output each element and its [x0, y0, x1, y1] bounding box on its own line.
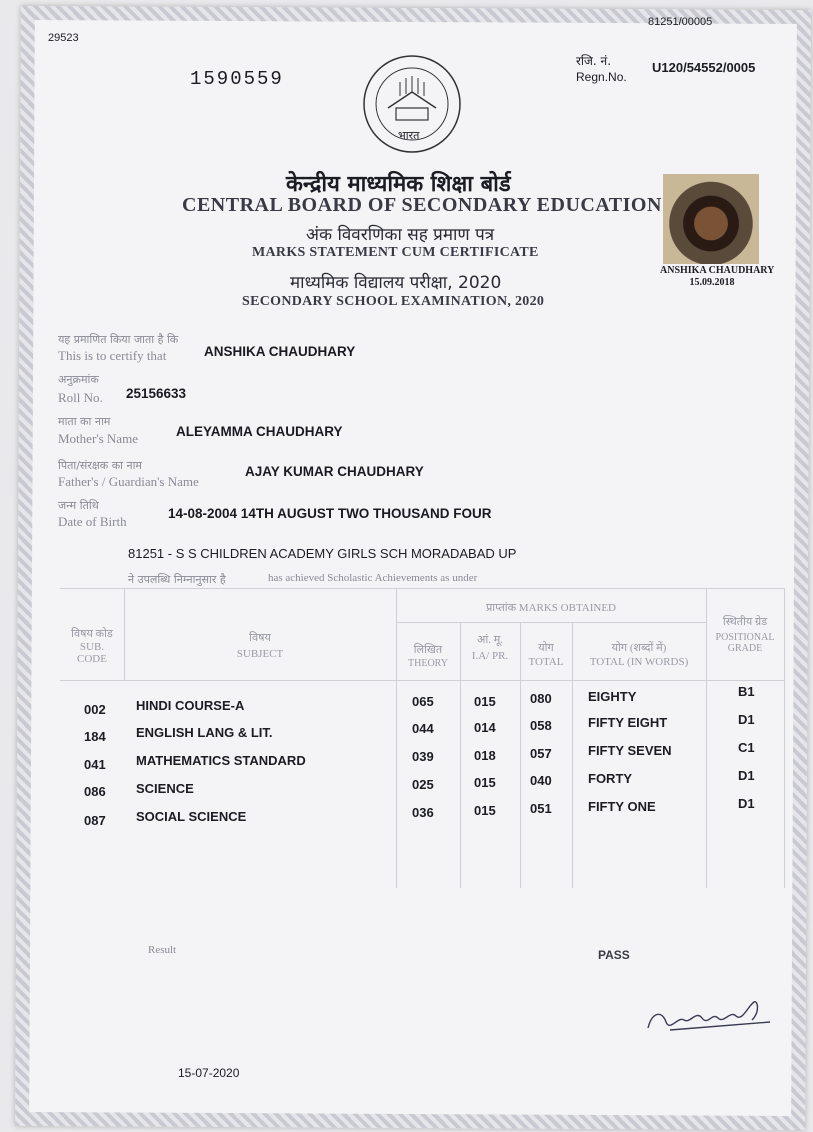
table-row-code: 041	[84, 757, 106, 772]
header-grade: POSITIONAL GRADE	[715, 632, 775, 654]
signature	[640, 992, 780, 1042]
table-row-theory: 065	[412, 694, 434, 709]
table-row-theory: 025	[412, 777, 434, 792]
table-row-code: 002	[84, 702, 106, 717]
mother-name: ALEYAMMA CHAUDHARY	[176, 424, 343, 439]
table-row-ia: 018	[474, 748, 496, 763]
header-theory-hindi: लिखित	[413, 644, 443, 656]
table-row-theory: 036	[412, 805, 434, 820]
document-title-hindi: अंक विवरणिका सह प्रमाण पत्र	[306, 225, 495, 245]
board-name: CENTRAL BOARD OF SECONDARY EDUCATION	[182, 194, 662, 216]
table-row-total: 057	[530, 746, 552, 761]
table-row-grade: C1	[738, 740, 755, 755]
header-subject: SUBJECT	[236, 648, 284, 660]
header-marks-obtained: प्राप्तांक MARKS OBTAINED	[485, 601, 617, 614]
father-label: Father's / Guardian's Name	[58, 474, 199, 489]
mother-label: Mother's Name	[58, 431, 138, 446]
header-grade-hindi: स्थितीय ग्रेड	[722, 616, 768, 628]
exam-title: SECONDARY SCHOOL EXAMINATION, 2020	[242, 294, 545, 309]
document-title: MARKS STATEMENT CUM CERTIFICATE	[252, 245, 539, 260]
candidate-name: ANSHIKA CHAUDHARY	[204, 344, 356, 359]
table-row-words: EIGHTY	[588, 689, 637, 704]
father-name: AJAY KUMAR CHAUDHARY	[245, 464, 424, 479]
table-row-code: 087	[84, 813, 106, 828]
table-row-ia: 015	[474, 694, 496, 709]
header-ia: I.A/ PR.	[471, 650, 509, 662]
table-row-grade: D1	[738, 796, 755, 811]
achieved-label-hindi: ने उपलब्धि निम्नानुसार है	[128, 573, 226, 586]
table-row-theory: 039	[412, 749, 434, 764]
table-row-words: FORTY	[588, 771, 633, 786]
father-label-hindi: पिता/संरक्षक का नाम	[58, 459, 143, 472]
achieved-label: has achieved Scholastic Achievements as under	[268, 572, 478, 584]
header-words: TOTAL (IN WORDS)	[589, 656, 689, 668]
certify-label: This is to certify that	[58, 348, 167, 363]
table-row-subject: HINDI COURSE-A	[136, 698, 245, 713]
emblem-text: भारत	[398, 129, 420, 142]
issue-date: 15-07-2020	[178, 1066, 240, 1080]
roll-label-hindi: अनुक्रमांक	[58, 373, 99, 386]
table-row-subject: ENGLISH LANG & LIT.	[136, 725, 273, 740]
table-row-grade: D1	[738, 768, 755, 783]
header-theory: THEORY	[408, 658, 448, 669]
dob-label-hindi: जन्म तिथि	[58, 499, 99, 512]
result-label: Result	[148, 944, 177, 956]
table-row-code: 184	[84, 729, 106, 744]
board-name-hindi: केन्द्रीय माध्यमिक शिक्षा बोर्ड	[286, 172, 511, 197]
table-row-words: FIFTY SEVEN	[588, 743, 672, 758]
table-row-ia: 015	[474, 803, 496, 818]
certify-label-hindi: यह प्रमाणित किया जाता है कि	[58, 333, 179, 346]
mother-label-hindi: माता का नाम	[58, 415, 111, 428]
top-left-code: 29523	[48, 32, 79, 44]
candidate-photo	[663, 174, 759, 264]
roll-label: Roll No.	[58, 390, 103, 405]
table-row-grade: B1	[738, 684, 755, 699]
result-value: PASS	[598, 948, 630, 962]
table-row-subject: SCIENCE	[136, 781, 194, 796]
serial-number: 1590559	[190, 68, 284, 90]
photo-caption-date: 15.09.2018	[689, 277, 735, 288]
header-subject-hindi: विषय	[249, 632, 271, 644]
header-total-hindi: योग	[538, 642, 554, 654]
regn-number: U120/54552/0005	[652, 60, 756, 75]
table-row-theory: 044	[412, 721, 434, 736]
table-row-words: FIFTY ONE	[588, 799, 656, 814]
header-total: TOTAL	[528, 656, 564, 668]
dob-label: Date of Birth	[58, 514, 127, 529]
table-row-total: 051	[530, 801, 552, 816]
regn-label: Regn.No.	[576, 70, 627, 84]
table-row-words: FIFTY EIGHT	[588, 715, 668, 730]
table-row-total: 080	[530, 691, 552, 706]
roll-number: 25156633	[126, 386, 187, 401]
table-row-grade: D1	[738, 712, 755, 727]
date-of-birth: 14-08-2004 14TH AUGUST TWO THOUSAND FOUR	[168, 506, 492, 521]
regn-label-hindi: रजि. नं.	[576, 54, 612, 68]
table-row-total: 040	[530, 773, 552, 788]
table-row-ia: 014	[474, 720, 496, 735]
exam-title-hindi: माध्यमिक विद्यालय परीक्षा, 2020	[290, 273, 502, 293]
table-row-total: 058	[530, 718, 552, 733]
header-ia-hindi: आं. मू.	[476, 634, 504, 646]
school-name: 81251 - S S CHILDREN ACADEMY GIRLS SCH MORADABAD UP	[128, 546, 517, 561]
table-row-ia: 015	[474, 775, 496, 790]
header-words-hindi: योग (शब्दों में)	[611, 642, 667, 654]
table-row-code: 086	[84, 784, 106, 799]
header-sub-code: विषय कोड SUB. CODE	[71, 628, 113, 665]
table-row-subject: MATHEMATICS STANDARD	[136, 753, 306, 768]
photo-caption-name: ANSHIKA CHAUDHARY	[660, 265, 775, 276]
top-right-code: 81251/00005	[648, 16, 713, 28]
table-row-subject: SOCIAL SCIENCE	[136, 809, 247, 824]
